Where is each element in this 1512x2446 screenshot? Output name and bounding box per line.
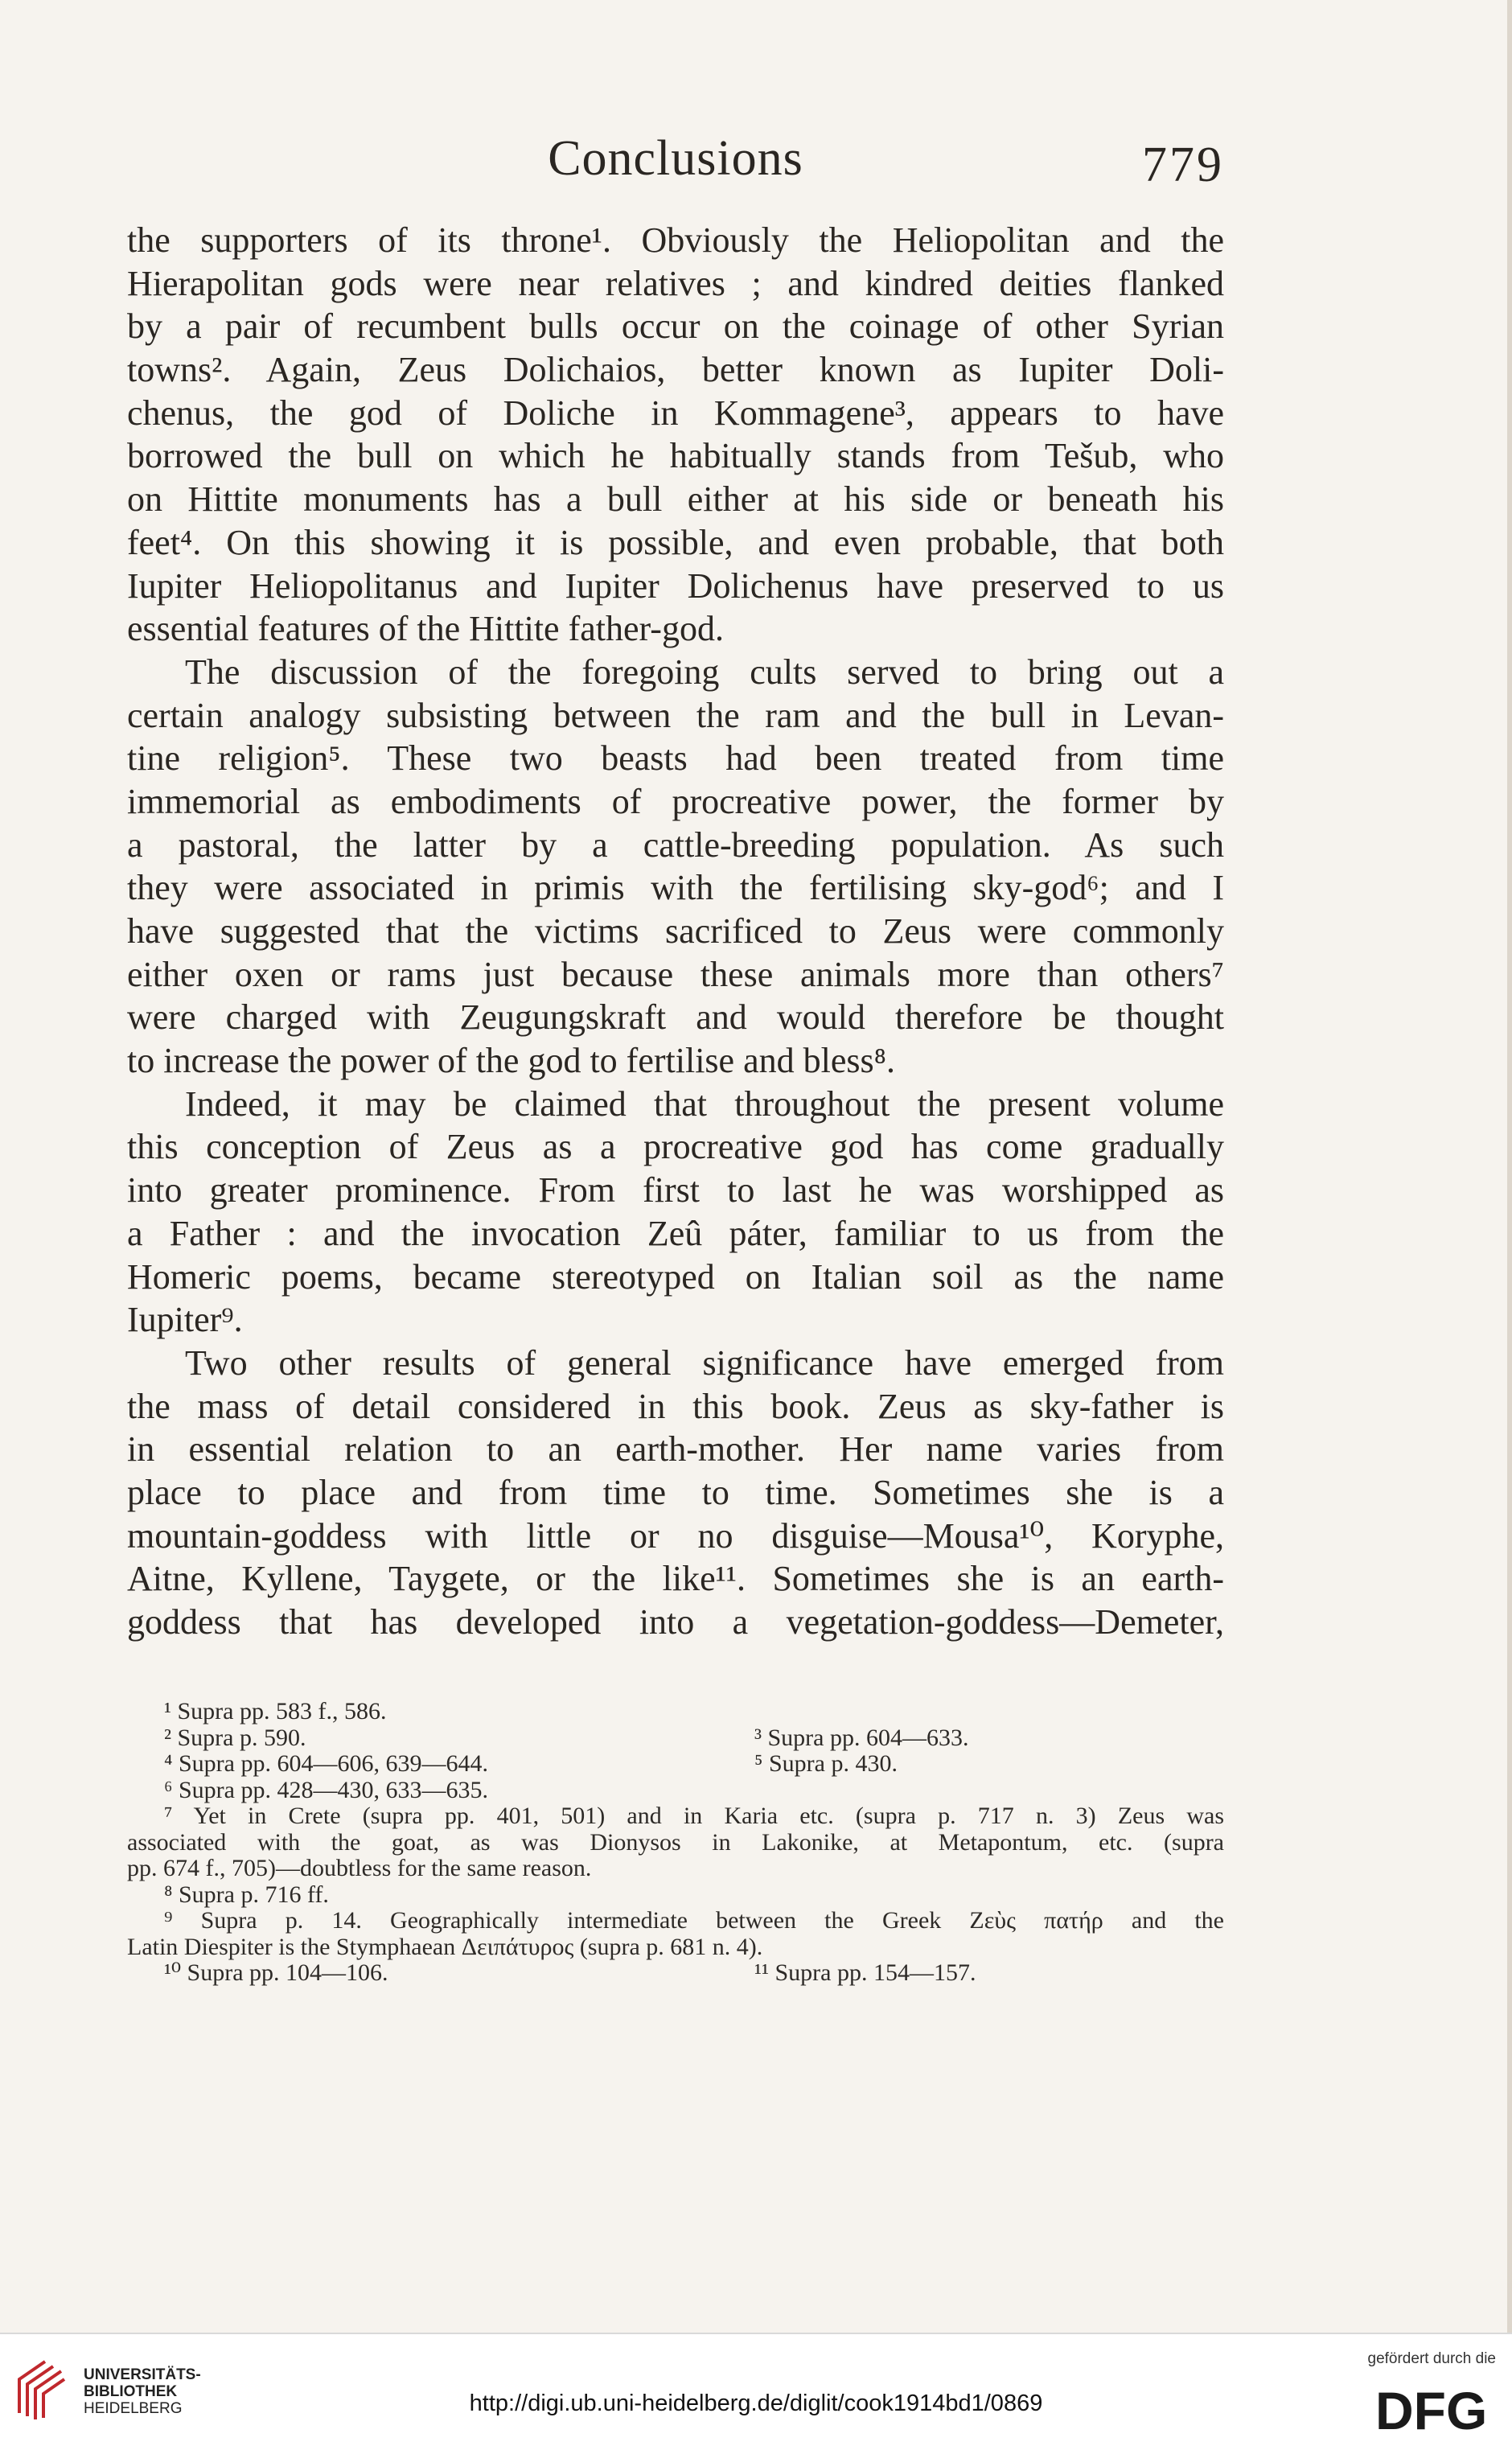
body-line: goddess that has developed into a vegetation-goddess—Demeter, bbox=[127, 1602, 1224, 1642]
library-name-line: UNIVERSITÄTS- BIBLIOTHEK bbox=[84, 2366, 201, 2400]
page-edge-shadow bbox=[1507, 0, 1512, 2333]
footnote-6: ⁶ Supra pp. 428—430, 633—635. bbox=[164, 1776, 488, 1803]
body-line: Hierapolitan gods were near relatives ; and kindred deities flanked bbox=[127, 263, 1224, 303]
footnote-10: ¹⁰ Supra pp. 104—106. bbox=[164, 1959, 388, 1986]
body-line: chenus, the god of Doliche in Kommagene³, appears to have bbox=[127, 393, 1224, 433]
footnote-7-continued: associated with the goat, as was Dionysos in Lakonike, at Metapontum, etc. (supra bbox=[127, 1828, 1224, 1856]
body-line: towns². Again, Zeus Dolichaios, better known as Iupiter Doli- bbox=[127, 350, 1224, 390]
body-line: a pastoral, the latter by a cattle-breeding population. As such bbox=[127, 824, 1224, 865]
footnote-row bbox=[127, 1882, 1224, 1909]
body-line: a Father : and the invocation Zeû páter, familiar to us from the bbox=[127, 1213, 1224, 1253]
paragraph-start: Two other results of general significance have emerged from bbox=[185, 1342, 1224, 1383]
body-line: mountain-goddess with little or no disguise—Mousa¹⁰, Koryphe, bbox=[127, 1515, 1224, 1556]
page-header bbox=[129, 121, 1222, 209]
library-city: HEIDELBERG bbox=[84, 2400, 183, 2417]
body-line: have suggested that the victims sacrificed to Zeus were commonly bbox=[127, 911, 1224, 951]
body-line: immemorial as embodiments of procreative power, the former by bbox=[127, 781, 1224, 821]
body-line: to increase the power of the god to fertilise and bless⁸. bbox=[127, 1041, 895, 1081]
footnote-row bbox=[127, 1960, 1224, 1987]
footnote-row bbox=[127, 1778, 1224, 1804]
body-line: the mass of detail considered in this book. Zeus as sky-father is bbox=[127, 1386, 1224, 1426]
permalink-url[interactable]: http://digi.ub.uni-heidelberg.de/diglit/cook1914bd1/0869 bbox=[469, 2391, 1043, 2416]
body-line: into greater prominence. From first to last he was worshipped as bbox=[127, 1170, 1224, 1211]
body-line: feet⁴. On this showing it is possible, and even probable, that both bbox=[127, 522, 1224, 562]
footnote-7-continued: pp. 674 f., 705)—doubtless for the same reason. bbox=[127, 1855, 592, 1881]
body-line: Iupiter⁹. bbox=[127, 1300, 243, 1340]
dfg-logo-text: DFG bbox=[1375, 2381, 1488, 2436]
footer-divider bbox=[0, 2333, 1512, 2334]
body-line: Iupiter Heliopolitanus and Iupiter Dolichenus have preserved to us bbox=[127, 565, 1224, 606]
footnote-3: ³ Supra pp. 604—633. bbox=[754, 1724, 969, 1751]
paragraph-start: The discussion of the foregoing cults served to bring out a bbox=[185, 652, 1224, 692]
funded-by-label: gefördert durch die bbox=[1367, 2350, 1496, 2367]
footnote-11: ¹¹ Supra pp. 154—157. bbox=[754, 1959, 976, 1986]
paragraph-start: Indeed, it may be claimed that throughout the present volume bbox=[185, 1083, 1224, 1124]
body-line: borrowed the bull on which he habitually stands from Tešub, who bbox=[127, 436, 1224, 476]
footnote-9-continued: Latin Diespiter is the Stymphaean Δειπάτυρος (supra p. 681 n. 4). bbox=[127, 1933, 763, 1960]
body-line: by a pair of recumbent bulls occur on the coinage of other Syrian bbox=[127, 306, 1224, 347]
footnote-7: ⁷ Yet in Crete (supra pp. 401, 501) and in Karia etc. (supra p. 717 n. 3) Zeus was bbox=[164, 1803, 1224, 1829]
footnote-9: ⁹ Supra p. 14. Geographically intermediate between the Greek Ζεὺς πατήρ and the bbox=[164, 1907, 1224, 1934]
footnote-row bbox=[127, 1699, 1224, 1725]
body-line: Aitne, Kyllene, Taygete, or the like¹¹. Sometimes she is an earth- bbox=[127, 1559, 1224, 1599]
viewer-footer bbox=[0, 2333, 1512, 2446]
footnotes bbox=[127, 1699, 1224, 1987]
body-line: certain analogy subsisting between the ram and the bull in Levan- bbox=[127, 695, 1224, 735]
footnote-row bbox=[127, 1751, 1224, 1778]
footnote-5: ⁵ Supra p. 430. bbox=[754, 1750, 898, 1777]
footnote-1: ¹ Supra pp. 583 f., 586. bbox=[164, 1698, 387, 1725]
page-number: 779 bbox=[1142, 138, 1224, 192]
body-line: this conception of Zeus as a procreative god has come gradually bbox=[127, 1127, 1224, 1167]
body-line: in essential relation to an earth-mother. Her name varies from bbox=[127, 1429, 1224, 1470]
footnote-row bbox=[127, 1725, 1224, 1752]
body-line: Homeric poems, became stereotyped on Italian soil as the name bbox=[127, 1256, 1224, 1297]
body-line: tine religion⁵. These two beasts had been treated from time bbox=[127, 738, 1224, 779]
body-line: place to place and from time to time. Sometimes she is a bbox=[127, 1472, 1224, 1512]
body-line: were charged with Zeugungskraft and would therefore be thought bbox=[127, 997, 1224, 1038]
footnote-8: ⁸ Supra p. 716 ff. bbox=[164, 1881, 329, 1908]
running-title: Conclusions bbox=[548, 131, 803, 186]
dfg-logo-icon bbox=[1374, 2381, 1494, 2436]
body-line: on Hittite monuments has a bull either at his side or beneath his bbox=[127, 479, 1224, 520]
body-line: either oxen or rams just because these animals more than others⁷ bbox=[127, 954, 1224, 994]
body-line: essential features of the Hittite father-god. bbox=[127, 609, 724, 649]
body-text bbox=[127, 219, 1224, 1644]
body-line: they were associated in primis with the fertilising sky-god⁶; and I bbox=[127, 868, 1224, 908]
body-line: the supporters of its throne¹. Obviously the Heliopolitan and the bbox=[127, 220, 1224, 260]
footnote-4: ⁴ Supra pp. 604—606, 639—644. bbox=[164, 1750, 488, 1777]
footnote-2: ² Supra p. 590. bbox=[164, 1724, 306, 1751]
